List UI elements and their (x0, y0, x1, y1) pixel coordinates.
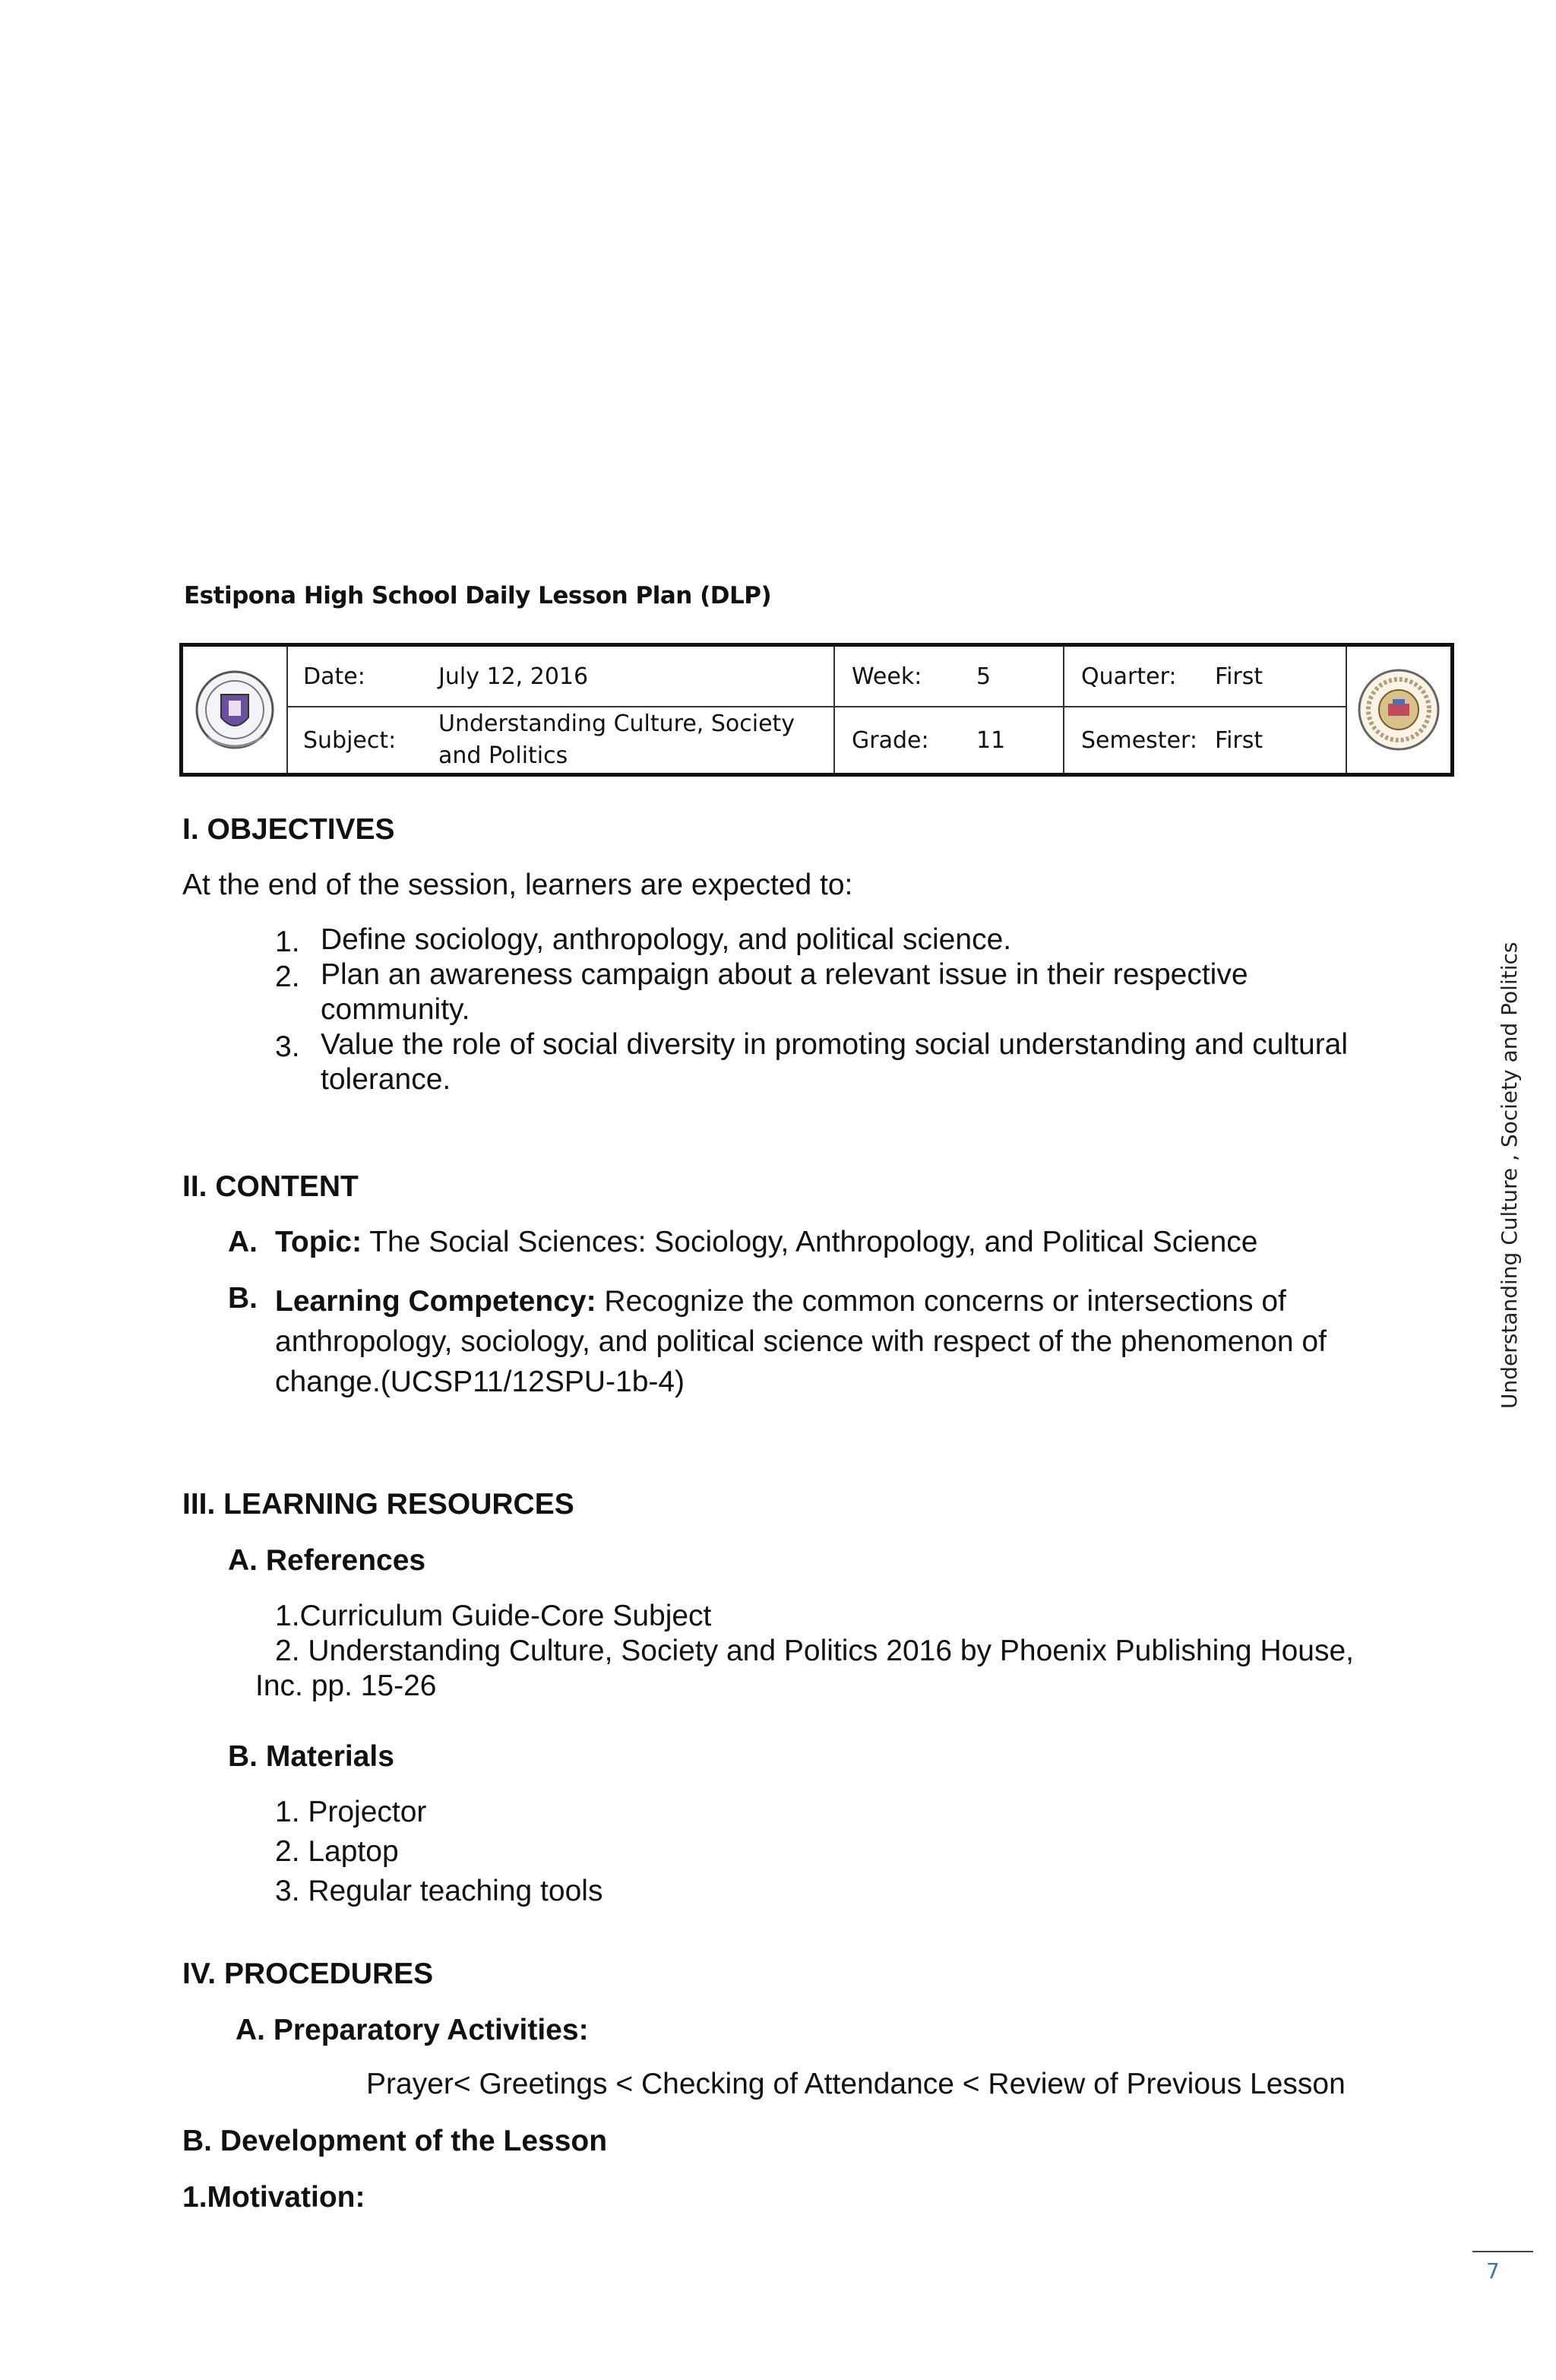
date-value: July 12, 2016 (438, 663, 589, 690)
development-heading: B. Development of the Lesson (182, 2125, 608, 2157)
motivation-heading: 1.Motivation: (182, 2181, 365, 2214)
semester-value: First (1215, 726, 1263, 754)
objectives-intro: At the end of the session, learners are expected to: (182, 869, 853, 901)
competency-marker: B. (228, 1282, 258, 1315)
date-label: Date: (303, 663, 365, 690)
preparatory-text: Prayer< Greetings < Checking of Attendance < Review of Previous Lesson (366, 2068, 1346, 2100)
competency-label: Learning Competency: (275, 1285, 596, 1318)
side-running-title: Understanding Culture , Society and Politics (1497, 942, 1522, 1409)
topic-label: Topic: (275, 1226, 362, 1258)
reference-item: 1.Curriculum Guide-Core Subject (275, 1600, 712, 1632)
objective-item: Define sociology, anthropology, and political science. (321, 923, 1012, 956)
week-label: Week: (852, 663, 922, 690)
header-table (179, 643, 1454, 777)
materials-heading: B. Materials (228, 1740, 394, 1773)
page-number: 7 (1486, 2258, 1500, 2283)
material-item: 2. Laptop (275, 1835, 399, 1868)
school-logo-icon (1346, 647, 1450, 773)
grade-label: Grade: (852, 726, 929, 754)
semester-cell (1064, 707, 1347, 773)
quarter-label: Quarter: (1081, 663, 1177, 690)
topic-text: The Social Sciences: Sociology, Anthropology, and Political Science (362, 1226, 1258, 1258)
quarter-value: First (1215, 663, 1263, 690)
deped-seal-icon (183, 647, 288, 773)
subject-label: Subject: (303, 726, 397, 754)
objective-item: Plan an awareness campaign about a relevant issue in their respective community. (321, 958, 1248, 1026)
preparatory-heading: A. Preparatory Activities: (236, 2014, 589, 2046)
objective-item: Value the role of social diversity in promoting social understanding and cultural tolerance. (321, 1028, 1349, 1096)
page-number-rule (1472, 2251, 1533, 2252)
material-item: 3. Regular teaching tools (275, 1875, 603, 1907)
objective-number: 1. (275, 926, 300, 958)
competency-line (275, 1281, 1369, 1402)
document-title: Estipona High School Daily Lesson Plan (DLP) (184, 582, 772, 609)
reference-item: 2. Understanding Culture, Society and Politics 2016 by Phoenix Publishing House, Inc. pp. 15-26 (255, 1635, 1355, 1702)
quarter-cell (1064, 647, 1347, 707)
topic-line (275, 1225, 1415, 1260)
subject-value: Understanding Culture, Society and Politics (438, 711, 795, 769)
objective-number: 2. (275, 961, 300, 993)
competency-text: Recognize the common concerns or intersections of anthropology, sociology, and political science with respect of the phenomenon of change.(UCSP11/12SPU-1b-4) (275, 1285, 1327, 1398)
material-item: 1. Projector (275, 1796, 427, 1828)
resources-heading: III. LEARNING RESOURCES (182, 1488, 574, 1521)
procedures-heading: IV. PROCEDURES (182, 1957, 434, 1990)
grade-value: 11 (976, 726, 1006, 754)
references-heading: A. References (228, 1544, 426, 1577)
content-heading: II. CONTENT (182, 1170, 359, 1203)
topic-marker: A. (228, 1226, 258, 1258)
header-grid (286, 647, 1347, 773)
objectives-heading: I. OBJECTIVES (182, 813, 395, 846)
semester-label: Semester: (1081, 726, 1197, 754)
subject-cell (286, 707, 835, 773)
week-cell (835, 647, 1064, 707)
grade-cell (835, 707, 1064, 773)
week-value: 5 (976, 663, 991, 690)
objective-number: 3. (275, 1030, 300, 1063)
date-cell (286, 647, 835, 707)
